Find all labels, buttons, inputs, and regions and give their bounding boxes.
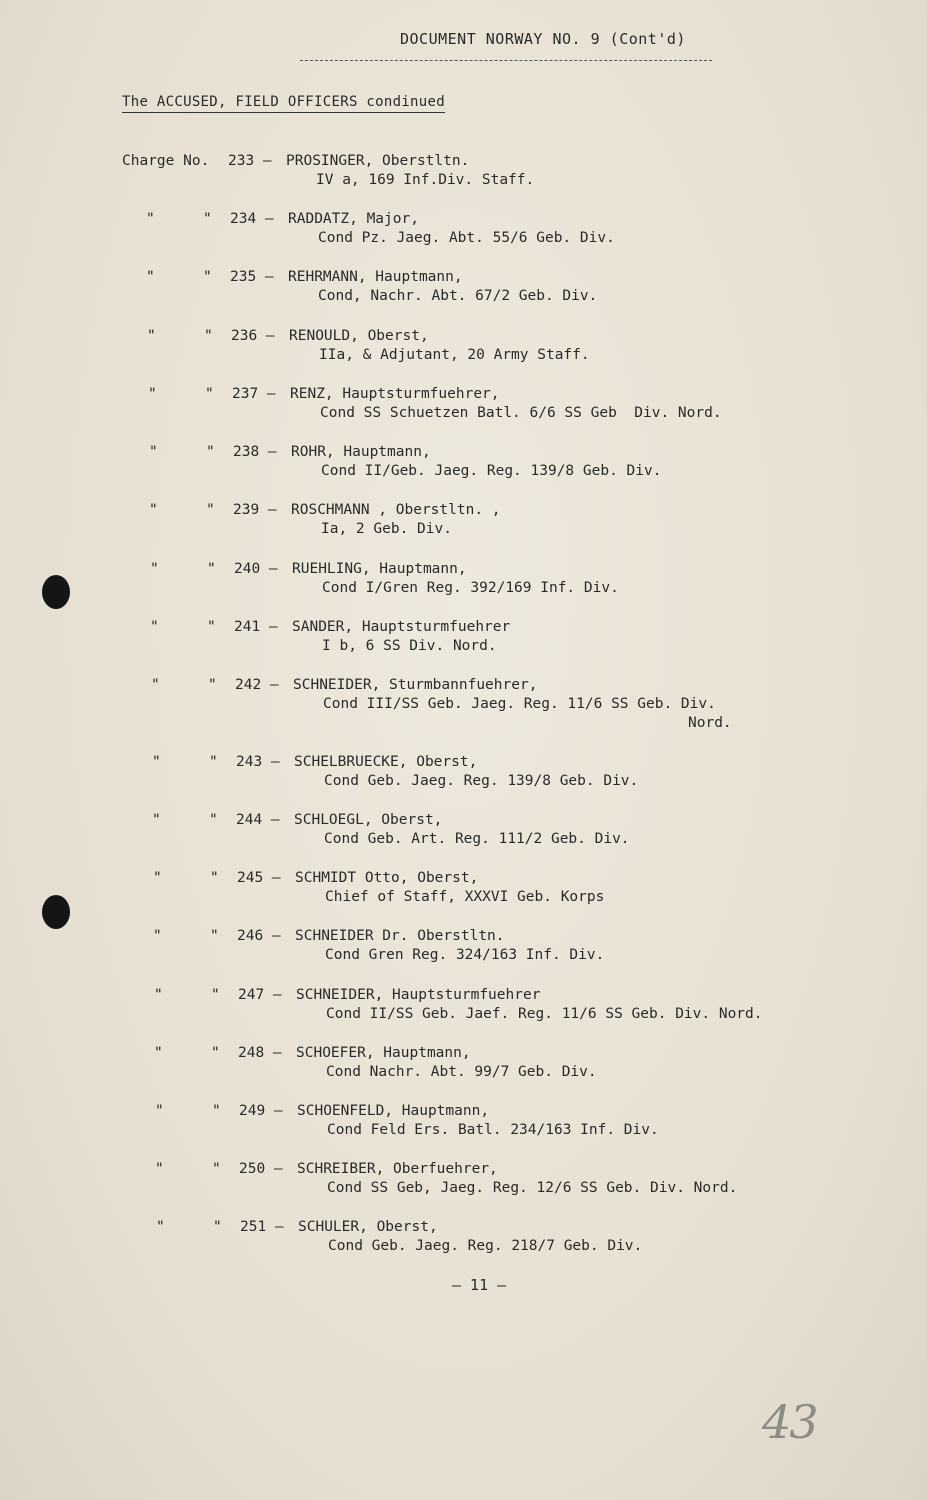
accused-name-rank: SCHELBRUECKE, Oberst, bbox=[294, 754, 478, 770]
ditto-mark: " bbox=[213, 1219, 222, 1235]
accused-unit: Cond Feld Ers. Batl. 234/163 Inf. Div. bbox=[327, 1122, 659, 1138]
punch-hole bbox=[42, 895, 70, 929]
ditto-mark: " bbox=[207, 561, 216, 577]
accused-name-rank: SCHULER, Oberst, bbox=[298, 1219, 438, 1235]
charge-number: 242 – bbox=[235, 677, 279, 693]
charge-number: 244 – bbox=[236, 812, 280, 828]
accused-unit: Cond SS Geb, Jaeg. Reg. 12/6 SS Geb. Div. Nord. bbox=[327, 1180, 738, 1196]
accused-name-rank: RUEHLING, Hauptmann, bbox=[292, 561, 467, 577]
accused-name-rank: RENOULD, Oberst, bbox=[289, 328, 429, 344]
accused-unit: Cond, Nachr. Abt. 67/2 Geb. Div. bbox=[318, 288, 598, 304]
handwritten-page-number: 43 bbox=[762, 1395, 817, 1449]
accused-name-rank: SCHOENFELD, Hauptmann, bbox=[297, 1103, 490, 1119]
ditto-mark: " bbox=[152, 812, 161, 828]
ditto-mark: " bbox=[206, 502, 215, 518]
ditto-mark: " bbox=[148, 386, 157, 402]
charge-number: 247 – bbox=[238, 987, 282, 1003]
accused-name-rank: SCHMIDT Otto, Oberst, bbox=[295, 870, 479, 886]
accused-unit: Chief of Staff, XXXVI Geb. Korps bbox=[325, 889, 605, 905]
accused-unit: Cond Geb. Art. Reg. 111/2 Geb. Div. bbox=[324, 831, 630, 847]
charge-number: 245 – bbox=[237, 870, 281, 886]
ditto-mark: " bbox=[211, 987, 220, 1003]
ditto-mark: " bbox=[203, 211, 212, 227]
charge-number: 241 – bbox=[234, 619, 278, 635]
accused-name-rank: SCHREIBER, Oberfuehrer, bbox=[297, 1161, 498, 1177]
charge-number: 251 – bbox=[240, 1219, 284, 1235]
charge-number: 243 – bbox=[236, 754, 280, 770]
charge-number: 234 – bbox=[230, 211, 274, 227]
accused-name-rank: SANDER, Hauptsturmfuehrer bbox=[292, 619, 511, 635]
accused-name-rank: SCHLOEGL, Oberst, bbox=[294, 812, 443, 828]
ditto-mark: " bbox=[150, 619, 159, 635]
ditto-mark: " bbox=[146, 211, 155, 227]
ditto-mark: " bbox=[151, 677, 160, 693]
accused-unit-continued: Nord. bbox=[688, 715, 732, 731]
ditto-mark: " bbox=[203, 269, 212, 285]
charge-number: 235 – bbox=[230, 269, 274, 285]
accused-name-rank: SCHNEIDER, Hauptsturmfuehrer bbox=[296, 987, 541, 1003]
ditto-mark: " bbox=[149, 444, 158, 460]
charge-number: 238 – bbox=[233, 444, 277, 460]
ditto-mark: " bbox=[206, 444, 215, 460]
ditto-mark: " bbox=[146, 269, 155, 285]
ditto-mark: " bbox=[152, 754, 161, 770]
charge-number: 250 – bbox=[239, 1161, 283, 1177]
accused-unit: Cond Pz. Jaeg. Abt. 55/6 Geb. Div. bbox=[318, 230, 615, 246]
ditto-mark: " bbox=[153, 870, 162, 886]
ditto-mark: " bbox=[154, 987, 163, 1003]
accused-name-rank: SCHNEIDER, Sturmbannfuehrer, bbox=[293, 677, 538, 693]
accused-unit: Cond Gren Reg. 324/163 Inf. Div. bbox=[325, 947, 605, 963]
accused-unit: IIa, & Adjutant, 20 Army Staff. bbox=[319, 347, 590, 363]
charge-number: 233 – bbox=[228, 153, 272, 169]
accused-name-rank: PROSINGER, Oberstltn. bbox=[286, 153, 470, 169]
ditto-mark: " bbox=[209, 812, 218, 828]
accused-unit: IV a, 169 Inf.Div. Staff. bbox=[316, 172, 535, 188]
ditto-mark: " bbox=[149, 502, 158, 518]
header-rule bbox=[300, 60, 712, 61]
accused-unit: Cond II/Geb. Jaeg. Reg. 139/8 Geb. Div. bbox=[321, 463, 662, 479]
accused-name-rank: RADDATZ, Major, bbox=[288, 211, 419, 227]
ditto-mark: " bbox=[210, 870, 219, 886]
document-header: DOCUMENT NORWAY NO. 9 (Cont'd) bbox=[400, 30, 686, 48]
ditto-mark: " bbox=[210, 928, 219, 944]
ditto-mark: " bbox=[204, 328, 213, 344]
ditto-mark: " bbox=[212, 1103, 221, 1119]
ditto-mark: " bbox=[211, 1045, 220, 1061]
charge-number: 246 – bbox=[237, 928, 281, 944]
section-title: The ACCUSED, FIELD OFFICERS condinued bbox=[122, 94, 445, 113]
accused-name-rank: ROHR, Hauptmann, bbox=[291, 444, 431, 460]
ditto-mark: " bbox=[147, 328, 156, 344]
accused-unit: Cond Geb. Jaeg. Reg. 139/8 Geb. Div. bbox=[324, 773, 639, 789]
accused-unit: Cond SS Schuetzen Batl. 6/6 SS Geb Div. Nord. bbox=[320, 405, 722, 421]
ditto-mark: " bbox=[150, 561, 159, 577]
ditto-mark: " bbox=[154, 1045, 163, 1061]
ditto-mark: " bbox=[209, 754, 218, 770]
accused-unit: Cond III/SS Geb. Jaeg. Reg. 11/6 SS Geb. Div. bbox=[323, 696, 716, 712]
ditto-mark: " bbox=[212, 1161, 221, 1177]
charge-number: 249 – bbox=[239, 1103, 283, 1119]
ditto-mark: " bbox=[208, 677, 217, 693]
accused-name-rank: RENZ, Hauptsturmfuehrer, bbox=[290, 386, 500, 402]
page-number: – 11 – bbox=[452, 1276, 507, 1294]
accused-unit: Ia, 2 Geb. Div. bbox=[321, 521, 452, 537]
charge-number: 236 – bbox=[231, 328, 275, 344]
ditto-mark: " bbox=[156, 1219, 165, 1235]
ditto-mark: " bbox=[153, 928, 162, 944]
charge-prefix: Charge No. bbox=[122, 153, 210, 169]
ditto-mark: " bbox=[207, 619, 216, 635]
accused-name-rank: ROSCHMANN , Oberstltn. , bbox=[291, 502, 501, 518]
accused-unit: I b, 6 SS Div. Nord. bbox=[322, 638, 497, 654]
accused-unit: Cond II/SS Geb. Jaef. Reg. 11/6 SS Geb. Div. Nord. bbox=[326, 1006, 763, 1022]
accused-name-rank: SCHNEIDER Dr. Oberstltn. bbox=[295, 928, 505, 944]
ditto-mark: " bbox=[155, 1103, 164, 1119]
accused-unit: Cond I/Gren Reg. 392/169 Inf. Div. bbox=[322, 580, 619, 596]
punch-hole bbox=[42, 575, 70, 609]
ditto-mark: " bbox=[205, 386, 214, 402]
accused-unit: Cond Nachr. Abt. 99/7 Geb. Div. bbox=[326, 1064, 597, 1080]
charge-number: 237 – bbox=[232, 386, 276, 402]
accused-name-rank: REHRMANN, Hauptmann, bbox=[288, 269, 463, 285]
charge-number: 248 – bbox=[238, 1045, 282, 1061]
charge-number: 240 – bbox=[234, 561, 278, 577]
accused-name-rank: SCHOEFER, Hauptmann, bbox=[296, 1045, 471, 1061]
accused-unit: Cond Geb. Jaeg. Reg. 218/7 Geb. Div. bbox=[328, 1238, 643, 1254]
charge-number: 239 – bbox=[233, 502, 277, 518]
ditto-mark: " bbox=[155, 1161, 164, 1177]
